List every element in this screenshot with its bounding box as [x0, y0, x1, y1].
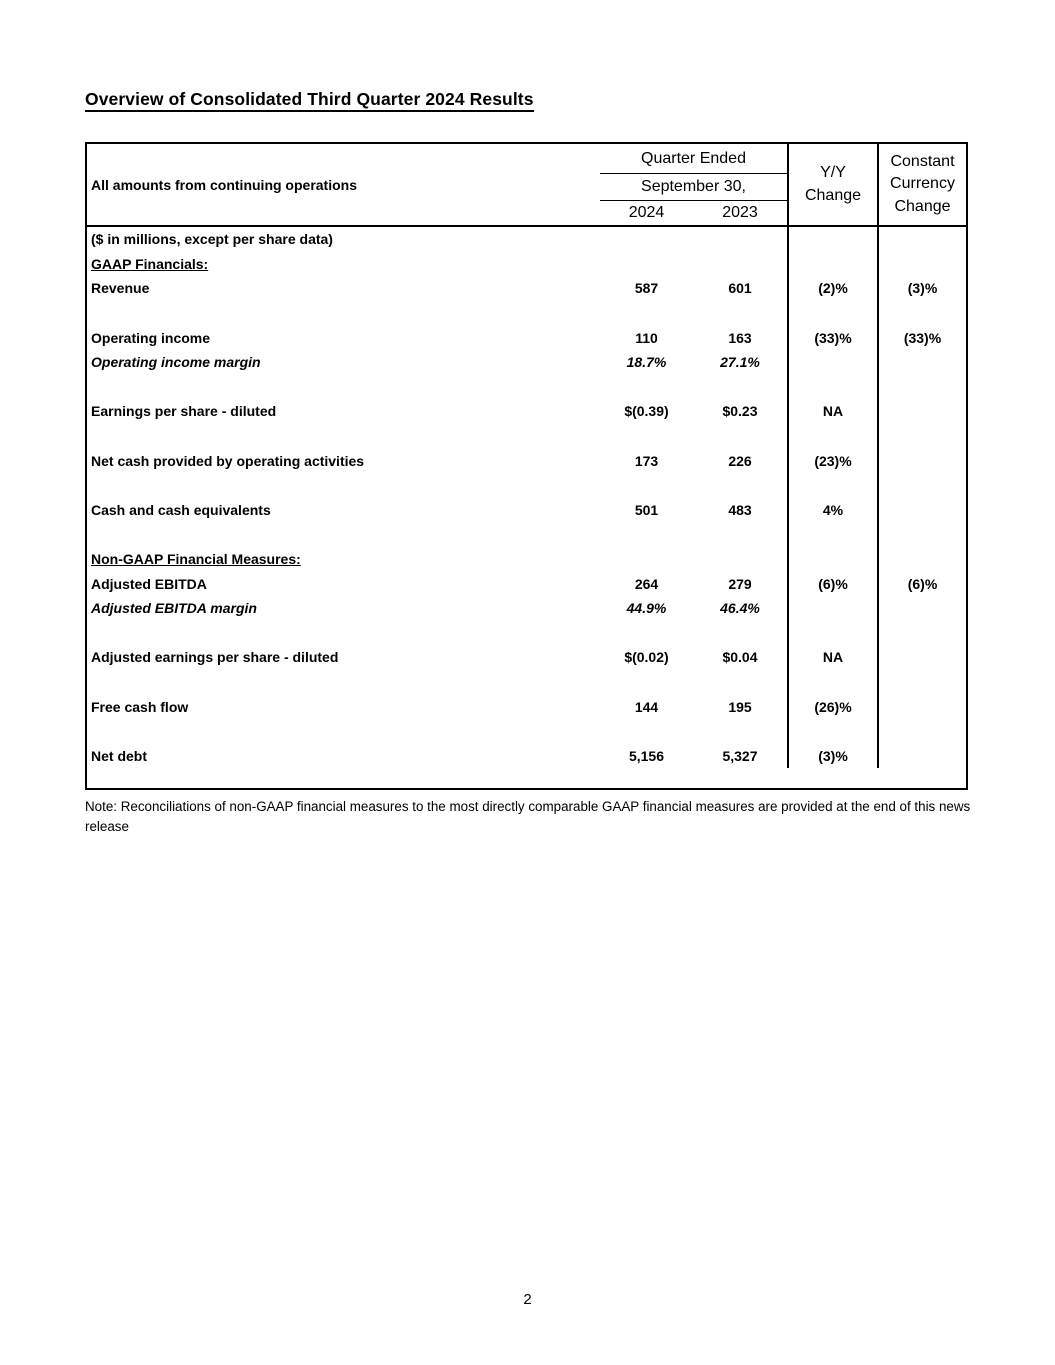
row-value-yy [787, 448, 877, 473]
cell-text: 110 [635, 329, 658, 346]
table-header [87, 144, 966, 227]
cell-text: 5,156 [628, 747, 665, 764]
row-value-c24 [600, 350, 693, 375]
row-value-yy [787, 399, 877, 424]
row-value-yy [787, 276, 877, 301]
row-value-yy [787, 375, 877, 400]
row-label [87, 522, 600, 547]
row-value-c24 [600, 547, 693, 572]
row-value-cc [877, 621, 966, 646]
row-value-c24 [600, 252, 693, 277]
row-value-cc [877, 399, 966, 424]
row-value-yy [787, 325, 877, 350]
row-value-c24 [600, 522, 693, 547]
footnote: Note: Reconciliations of non-GAAP financial measures to the most directly comparable GAAP financial measures are provided at the end of this news release [85, 799, 971, 834]
table-row-blank [87, 621, 966, 646]
row-value-yy [787, 252, 877, 277]
table-row-blank [87, 719, 966, 744]
row-value-c23 [693, 301, 787, 326]
row-value-c24 [600, 694, 693, 719]
cell-text: Net cash provided by operating activities [91, 452, 365, 469]
row-value-c24 [600, 424, 693, 449]
row-value-cc [877, 522, 966, 547]
row-label [87, 350, 600, 375]
header-period: September 30, [600, 174, 787, 201]
row-value-c24 [600, 375, 693, 400]
table-row [87, 252, 966, 277]
table-row [87, 276, 966, 301]
row-value-cc [877, 301, 966, 326]
row-value-yy [787, 645, 877, 670]
row-value-yy [787, 694, 877, 719]
row-value-c24 [600, 645, 693, 670]
row-value-c23 [693, 596, 787, 621]
table-row [87, 399, 966, 424]
row-value-c23 [693, 498, 787, 523]
row-label [87, 498, 600, 523]
cell-text: NA [822, 403, 844, 420]
header-constant-currency-line3: Change [894, 197, 951, 215]
header-date-group [600, 144, 787, 225]
row-label [87, 571, 600, 596]
cell-text: 264 [634, 575, 659, 592]
cell-text: GAAP Financials: [91, 255, 209, 272]
cell-text: 144 [634, 698, 659, 715]
row-value-cc [877, 325, 966, 350]
cell-text: 27.1% [720, 354, 760, 371]
row-value-c23 [693, 473, 787, 498]
cell-text: (33)% [814, 329, 852, 346]
row-value-cc [877, 276, 966, 301]
cell-text: Non-GAAP Financial Measures: [91, 551, 301, 568]
table-row-blank [87, 301, 966, 326]
row-label [87, 375, 600, 400]
header-constant-currency-line1: Constant [890, 152, 955, 170]
row-value-c23 [693, 227, 787, 252]
cell-text: 279 [728, 575, 752, 592]
row-value-c24 [600, 621, 693, 646]
header-year-2024: 2024 [628, 204, 665, 221]
cell-text: 195 [728, 698, 752, 715]
header-years [600, 201, 787, 225]
page-title [85, 89, 534, 110]
table-row [87, 325, 966, 350]
row-label [87, 596, 600, 621]
row-value-cc [877, 719, 966, 744]
table-row-blank [87, 424, 966, 449]
row-value-c24 [600, 227, 693, 252]
row-value-c23 [693, 448, 787, 473]
row-label [87, 670, 600, 695]
row-value-yy [787, 621, 877, 646]
row-value-c23 [693, 621, 787, 646]
table-body [87, 227, 966, 768]
cell-text: 226 [728, 452, 752, 469]
table-row [87, 571, 966, 596]
row-value-c24 [600, 448, 693, 473]
table-row [87, 645, 966, 670]
row-value-yy [787, 473, 877, 498]
header-constant-currency [877, 144, 966, 225]
row-value-yy [787, 227, 877, 252]
cell-text: Earnings per share - diluted [91, 403, 277, 420]
cell-text: 173 [634, 452, 659, 469]
row-value-c24 [600, 276, 693, 301]
row-value-c23 [693, 670, 787, 695]
cell-text: ($ in millions, except per share data) [91, 231, 333, 248]
row-value-c23 [693, 276, 787, 301]
row-value-yy [787, 522, 877, 547]
row-value-c24 [600, 301, 693, 326]
cell-text: Cash and cash equivalents [91, 501, 271, 518]
cell-text: Operating income [91, 329, 211, 346]
row-label [87, 325, 600, 350]
row-value-c23 [693, 547, 787, 572]
header-year-2023: 2023 [722, 204, 758, 221]
row-label [87, 645, 600, 670]
row-value-cc [877, 694, 966, 719]
cell-text: Operating income margin [91, 354, 261, 371]
cell-text: 501 [634, 501, 659, 518]
header-yy-change-line2: Change [804, 186, 862, 204]
cell-text: 18.7% [626, 354, 667, 371]
row-label [87, 301, 600, 326]
cell-text: Adjusted EBITDA margin [91, 600, 257, 617]
row-value-cc [877, 350, 966, 375]
row-value-c24 [600, 670, 693, 695]
cell-text: 163 [728, 329, 752, 346]
row-value-cc [877, 498, 966, 523]
cell-text: 483 [728, 501, 752, 518]
row-value-cc [877, 448, 966, 473]
row-value-cc [877, 424, 966, 449]
table-row-blank [87, 473, 966, 498]
row-label [87, 547, 600, 572]
table-row [87, 743, 966, 768]
row-value-yy [787, 424, 877, 449]
row-value-c24 [600, 399, 693, 424]
header-yy-change [787, 144, 877, 225]
cell-text: 601 [728, 280, 752, 297]
row-value-c23 [693, 743, 787, 768]
row-value-c24 [600, 498, 693, 523]
table-row-blank [87, 670, 966, 695]
cell-text: (26)% [814, 698, 852, 715]
table-row-blank [87, 522, 966, 547]
row-value-yy [787, 571, 877, 596]
cell-text: $0.04 [722, 649, 758, 666]
cell-text: (3)% [818, 747, 848, 764]
row-label [87, 227, 600, 252]
row-value-c24 [600, 743, 693, 768]
row-value-cc [877, 375, 966, 400]
row-label [87, 719, 600, 744]
row-value-c24 [600, 571, 693, 596]
row-value-cc [877, 252, 966, 277]
row-value-c23 [693, 350, 787, 375]
page-title-text: Overview of Consolidated Third Quarter 2024 Results [85, 89, 534, 112]
row-label [87, 621, 600, 646]
table-row [87, 498, 966, 523]
row-value-cc [877, 547, 966, 572]
table-row [87, 448, 966, 473]
table-row [87, 227, 966, 252]
row-label [87, 743, 600, 768]
row-label [87, 252, 600, 277]
row-value-c23 [693, 719, 787, 744]
row-value-c23 [693, 645, 787, 670]
row-label [87, 473, 600, 498]
cell-text: $0.23 [722, 403, 758, 420]
cell-text: Net debt [91, 747, 147, 764]
page-number: 2 [523, 1291, 532, 1308]
row-value-c23 [693, 399, 787, 424]
row-value-c23 [693, 252, 787, 277]
row-value-cc [877, 743, 966, 768]
row-value-yy [787, 596, 877, 621]
row-value-yy [787, 498, 877, 523]
row-value-cc [877, 227, 966, 252]
row-value-c23 [693, 571, 787, 596]
row-value-yy [787, 350, 877, 375]
row-value-c24 [600, 473, 693, 498]
cell-text: 46.4% [720, 600, 760, 617]
table-row [87, 694, 966, 719]
row-value-c23 [693, 424, 787, 449]
cell-text: 4% [822, 501, 844, 518]
results-table [85, 142, 968, 790]
row-value-c23 [693, 325, 787, 350]
row-value-c23 [693, 375, 787, 400]
row-value-cc [877, 473, 966, 498]
row-value-c24 [600, 596, 693, 621]
row-value-c24 [600, 325, 693, 350]
cell-text: (33)% [903, 329, 942, 346]
cell-text: (6)% [818, 575, 848, 592]
row-value-cc [877, 645, 966, 670]
row-value-c24 [600, 719, 693, 744]
cell-text: Adjusted EBITDA [91, 575, 207, 592]
table-row [87, 350, 966, 375]
row-value-cc [877, 670, 966, 695]
cell-text: 44.9% [626, 600, 667, 617]
table-row [87, 547, 966, 572]
row-label [87, 424, 600, 449]
header-quarter-ended: Quarter Ended [600, 144, 787, 174]
cell-text: (3)% [907, 280, 938, 297]
row-label [87, 448, 600, 473]
cell-text: Free cash flow [91, 698, 189, 715]
row-label [87, 694, 600, 719]
header-row-label: All amounts from continuing operations [91, 176, 357, 193]
header-yy-change-line1: Y/Y [820, 164, 846, 181]
table-row [87, 596, 966, 621]
row-label [87, 276, 600, 301]
row-value-cc [877, 596, 966, 621]
header-constant-currency-line2: Currency [890, 175, 955, 193]
cell-text: 5,327 [722, 747, 758, 764]
row-value-c23 [693, 522, 787, 547]
row-value-yy [787, 670, 877, 695]
cell-text: NA [822, 649, 844, 666]
cell-text: Revenue [91, 280, 150, 297]
cell-text: (6)% [907, 575, 938, 592]
row-value-yy [787, 301, 877, 326]
row-value-yy [787, 719, 877, 744]
cell-text: $(0.39) [624, 403, 669, 420]
cell-text: 587 [634, 280, 659, 297]
row-label [87, 399, 600, 424]
cell-text: (23)% [814, 452, 852, 469]
row-value-yy [787, 743, 877, 768]
row-value-cc [877, 571, 966, 596]
row-value-c23 [693, 694, 787, 719]
cell-text: (2)% [818, 280, 848, 297]
row-value-yy [787, 547, 877, 572]
cell-text: Adjusted earnings per share - diluted [91, 649, 339, 666]
cell-text: $(0.02) [624, 649, 669, 666]
table-row-blank [87, 375, 966, 400]
